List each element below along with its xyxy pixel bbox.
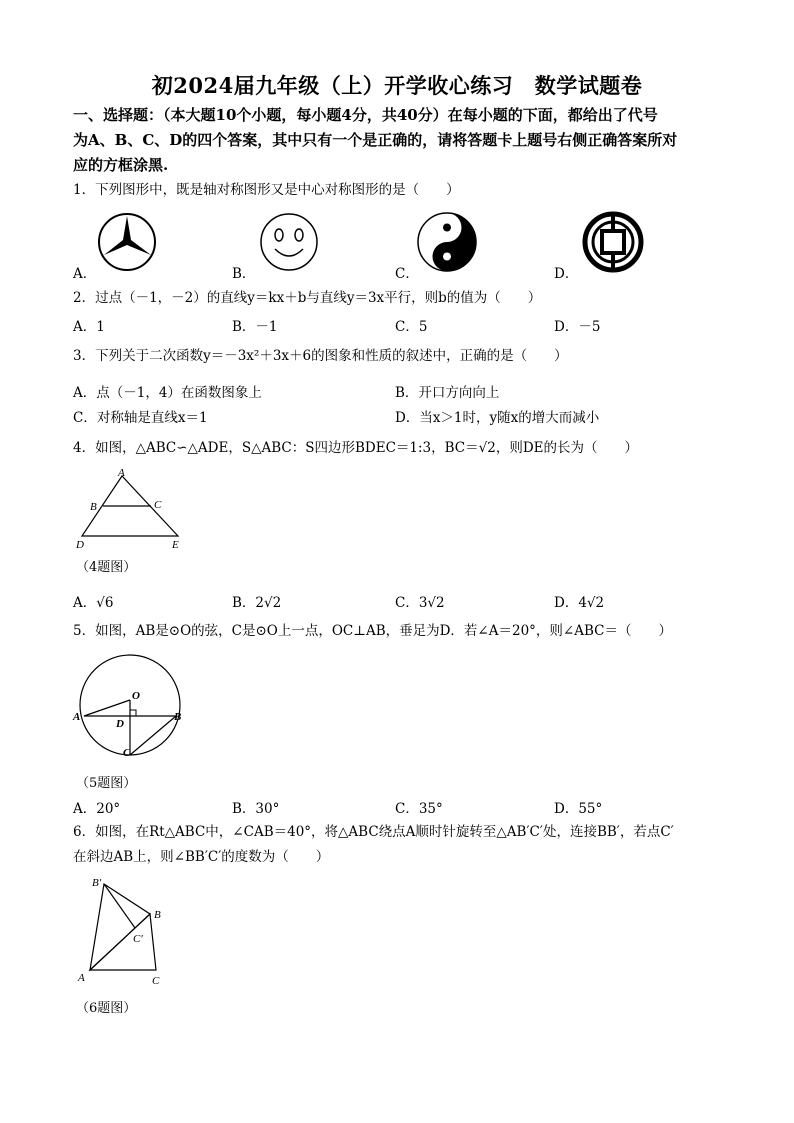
q6-point-b-prime: B′ [92, 877, 102, 889]
three-blade-emblem-icon [96, 211, 158, 273]
q1-option-c: C． [395, 266, 419, 282]
q4-point-b: B [90, 501, 97, 513]
q4-point-e: E [172, 539, 179, 551]
question-3-stem: 3．下列关于二次函数y＝－3x²＋3x＋6的图象和性质的叙述中，正确的是（ ） [73, 348, 568, 364]
section-line-1: 一、选择题：（本大题10个小题，每小题4分，共40分）在每小题的下面，都给出了代号 [73, 106, 658, 124]
q4-option-b: B．2√2 [232, 595, 282, 611]
q5-option-b: B．30° [232, 801, 280, 817]
q5-circle-figure [70, 650, 190, 764]
q1-option-b: B． [232, 266, 256, 282]
q5-option-a: A．20° [73, 801, 121, 817]
section-line-2: 为A、B、C、D的四个答案，其中只有一个是正确的，请将答题卡上题号右侧正确答案所对 [73, 131, 678, 149]
q4-point-a: A [118, 467, 125, 479]
question-1-stem: 1．下列图形中，既是轴对称图形又是中心对称图形的是（ ） [73, 182, 460, 198]
q5-caption: （5题图） [76, 776, 137, 791]
q5-point-b: B [174, 711, 182, 723]
q6-point-b: B [154, 909, 161, 921]
question-5-stem: 5．如图，AB是⊙O的弦，C是⊙O上一点，OC⊥AB，垂足为D．若∠A＝20°，则∠ABC＝（ ） [73, 623, 672, 639]
q5-option-c: C．35° [395, 801, 443, 817]
q5-point-o: O [132, 690, 140, 702]
question-4-stem: 4．如图，△ABC∽△ADE，S△ABC：S四边形BDEC＝1:3，BC＝√2，则DE的长为（ ） [73, 440, 638, 456]
q4-caption: （4题图） [76, 560, 137, 575]
question-6-line-2: 在斜边AB上，则∠BB′C′的度数为（ ） [73, 849, 330, 865]
q5-option-d: D．55° [554, 801, 603, 817]
q3-option-c: C．对称轴是直线x＝1 [73, 410, 208, 426]
q5-point-c: C [123, 747, 131, 759]
q4-option-a: A．√6 [73, 595, 114, 611]
q6-point-c-prime: C′ [133, 933, 143, 945]
ancient-coin-icon [582, 211, 644, 273]
page-title: 初2024届九年级（上）开学收心练习 数学试题卷 [151, 73, 643, 98]
q5-point-d: D [116, 718, 124, 730]
section-line-3: 应的方框涂黑. [73, 156, 169, 174]
q6-caption: （6题图） [76, 1001, 137, 1016]
q4-point-d: D [76, 539, 84, 551]
q6-point-a: A [78, 972, 85, 984]
q3-option-a: A．点（－1，4）在函数图象上 [73, 385, 262, 401]
smiley-face-icon [258, 211, 320, 273]
question-2-stem: 2．过点（－1，－2）的直线y＝kx＋b与直线y＝3x平行，则b的值为（ ） [73, 290, 542, 306]
q5-point-a: A [73, 711, 81, 723]
yin-yang-icon [416, 211, 478, 273]
q4-option-d: D．4√2 [554, 595, 605, 611]
q4-option-c: C．3√2 [395, 595, 445, 611]
question-6-line-1: 6．如图，在Rt△ABC中，∠CAB＝40°，将△ABC绕点A顺时针旋转至△AB′C′处，连接BB′，若点C′ [73, 824, 674, 840]
q2-option-d: D．－5 [554, 319, 601, 335]
q2-option-a: A．1 [73, 319, 105, 335]
q4-point-c: C [154, 499, 162, 511]
q1-option-d: D． [554, 266, 579, 282]
section-heading [73, 103, 728, 178]
q4-triangle-figure [70, 466, 190, 552]
q3-option-d: D．当x＞1时，y随x的增大而减小 [395, 410, 600, 426]
q6-rotation-figure [70, 872, 180, 990]
q3-option-b: B．开口方向向上 [395, 385, 500, 401]
q2-option-b: B．－1 [232, 319, 278, 335]
q6-point-c: C [152, 975, 160, 987]
q1-option-a: A． [73, 266, 97, 282]
q2-option-c: C．5 [395, 319, 428, 335]
